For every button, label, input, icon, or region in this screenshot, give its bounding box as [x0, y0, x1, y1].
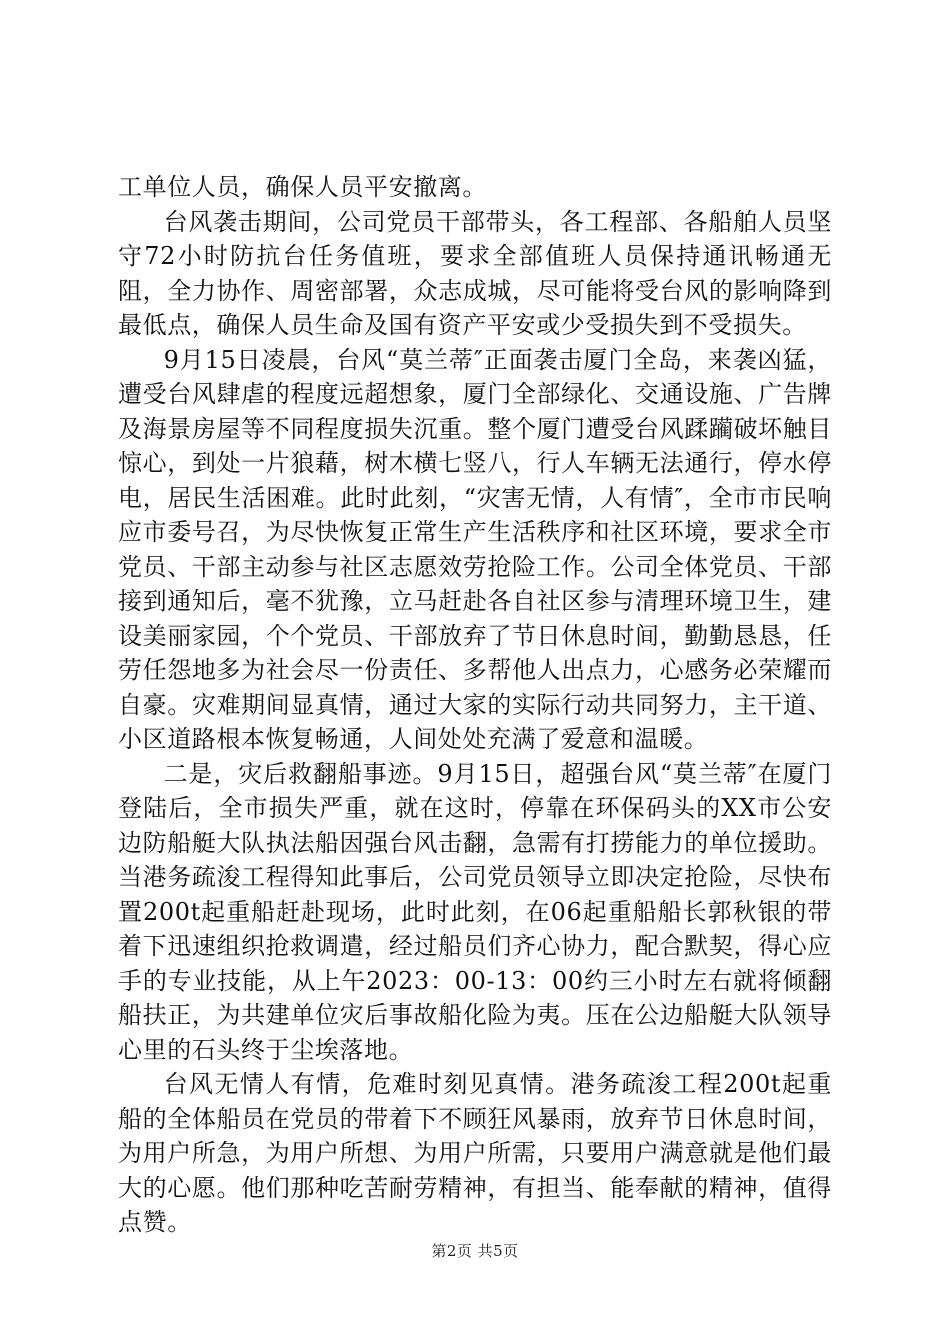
- page-number-label: 第2页 共5页: [431, 1242, 519, 1260]
- paragraph-conclusion: 台风无情人有情，危难时刻见真情。港务疏浚工程200t起重船的全体船员在党员的带着下不顾狂风暴雨，放弃节日休息时间，为用户所急，为用户所想、为用户所需，只要用户满意就是他们最大的心愿。他们那种吃苦耐劳精神，有担当、能奉献的精神，值得点赞。: [118, 1070, 832, 1236]
- paragraph-typhoon-duty: 台风袭击期间，公司党员干部带头，各工程部、各船舶人员坚守72小时防抗台任务值班，要求全部值班人员保持通讯畅通无阻，全力协作、周密部署，众志成城，尽可能将受台风的影响降到最低点，确保人员生命及国有资产平安或少受损失到不受损失。: [118, 207, 832, 339]
- paragraph-typhoon-landfall: 9月15日凌晨，台风“莫兰蒂″正面袭击厦门全岛，来袭凶猛，遭受台风肆虐的程度远超想象，厦门全部绿化、交通设施、广告牌及海景房屋等不同程度损失沉重。整个厦门遭受台风蹂躏破坏触目惊心，到处一片狼藉，树木横七竖八，行人车辆无法通行，停水停电，居民生活困难。此时此刻，“灾害无情，人有情″，全市市民响应市委号召，为尽快恢复正常生产生活秩序和社区环境，要求全市党员、干部主动参与社区志愿效劳抢险工作。公司全体党员、干部接到通知后，毫不犹豫，立马赶赴各自社区参与清理环境卫生，建设美丽家园，个个党员、干部放弃了节日休息时间，勤勤恳恳，任劳任怨地多为社会尽一份责任、多帮他人出点力，心感务必荣耀而自豪。灾难期间显真情，通过大家的实际行动共同努力，主干道、小区道路根本恢复畅通，人间处处充满了爱意和温暖。: [118, 345, 832, 753]
- page-footer: [0, 1240, 950, 1261]
- paragraph-continuation: 工单位人员，确保人员平安撤离。: [118, 173, 487, 201]
- document-body: [118, 170, 832, 1240]
- paragraph-capsized-boat-rescue: 二是，灾后救翻船事迹。9月15日，超强台风“莫兰蒂″在厦门登陆后，全市损失严重，就在这时，停靠在环保码头的XX市公安边防船艇大队执法船因强台风击翻，急需有打捞能力的单位援助。当港务疏浚工程得知此事后，公司党员领导立即决定抢险，尽快布置200t起重船赶赴现场，此时此刻，在06起重船船长郭秋银的带着下迅速组织抢救调遣，经过船员们齐心协力，配合默契，得心应手的专业技能，从上午2023：00-13：00约三小时左右就将倾翻船扶正，为共建单位灾后事故船化险为夷。压在公边船艇大队领导心里的石头终于尘埃落地。: [118, 759, 832, 1064]
